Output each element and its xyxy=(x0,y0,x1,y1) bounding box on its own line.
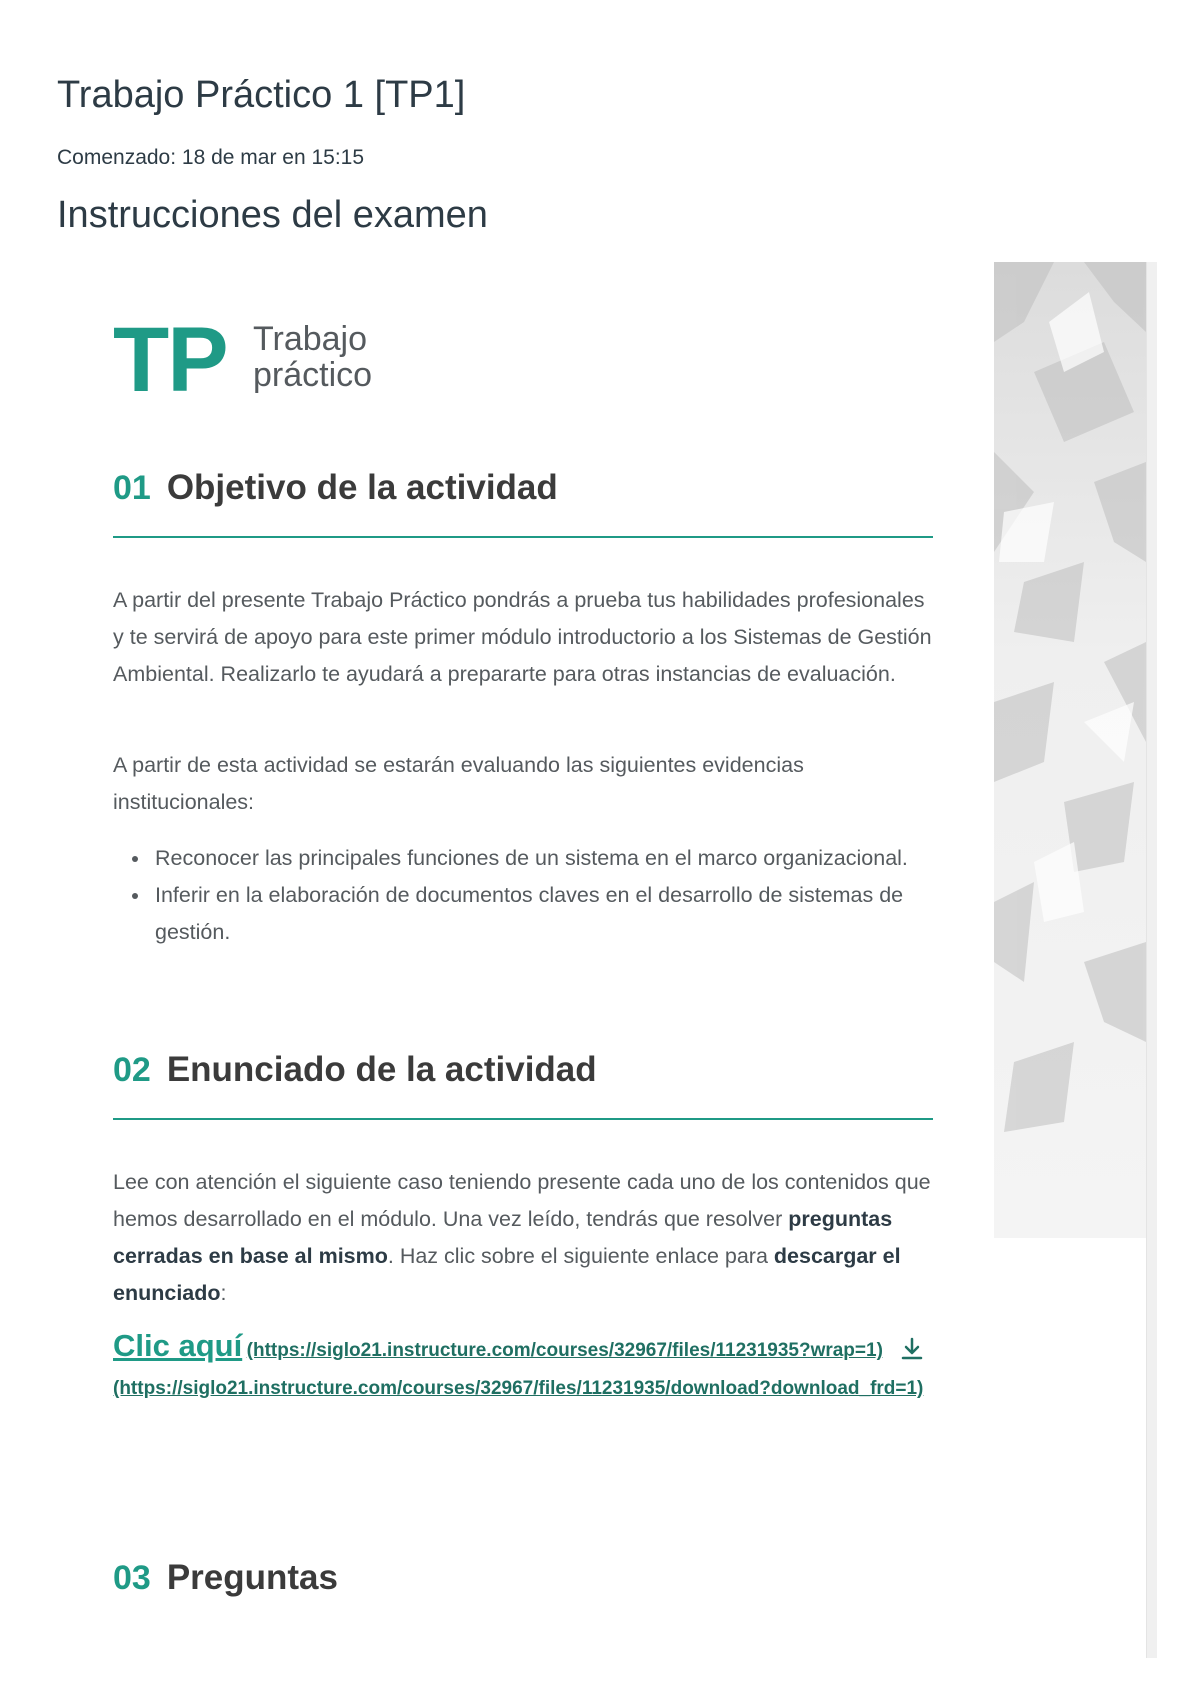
evidence-intro-paragraph: A partir de esta actividad se estarán evaluando las siguientes evidencias institucionales: xyxy=(113,753,804,814)
logo-line1: Trabajo xyxy=(253,320,368,358)
statement-text: : xyxy=(220,1281,227,1305)
section-heading-objective xyxy=(113,468,933,508)
logo-mark: TP xyxy=(113,309,227,411)
statement-text: Lee con atención el siguiente caso teniendo presente cada uno de los contenidos que hemos desarrollado en el módulo. Una vez leído, tendrás que resolver xyxy=(113,1170,931,1231)
logo-text xyxy=(253,321,372,393)
file-link-url[interactable]: (https://siglo21.instructure.com/courses/32967/files/11231935?wrap=1) xyxy=(246,1340,883,1361)
statement-text: . Haz clic sobre el siguiente enlace para xyxy=(387,1244,774,1268)
section-title: Enunciado de la actividad xyxy=(166,1050,597,1089)
evidence-list xyxy=(113,840,911,951)
started-timestamp: Comenzado: 18 de mar en 15:15 xyxy=(57,146,365,169)
section-divider xyxy=(113,536,933,538)
download-link-url[interactable]: (https://siglo21.instructure.com/courses/32967/files/11231935/download?download_frd=1) xyxy=(113,1378,924,1399)
scroll-track[interactable] xyxy=(1146,262,1157,1658)
decorative-side-image xyxy=(994,262,1146,1238)
objective-paragraph: A partir del presente Trabajo Práctico pondrás a prueba tus habilidades profesionales y te servirá de apoyo para este primer módulo introductorio a los Sistemas de Gestión Ambiental. Realizarlo te ayudará a prepararte para otras instancias de evaluación. xyxy=(113,588,932,686)
section-divider xyxy=(113,1118,933,1120)
statement-paragraph xyxy=(113,1164,933,1312)
list-item: • Reconocer las principales funciones de un sistema en el marco organizacional. xyxy=(151,840,911,877)
section-number: 03 xyxy=(113,1559,151,1597)
download-icon[interactable] xyxy=(899,1336,925,1367)
list-item: • Inferir en la elaboración de documentos claves en el desarrollo de sistemas de gestión. xyxy=(151,877,911,951)
statement-bold: descargar el enunciado xyxy=(113,1244,901,1305)
section-heading-questions xyxy=(113,1558,933,1598)
logo-line2: práctico xyxy=(253,356,373,394)
section-title: Objetivo de la actividad xyxy=(166,468,558,507)
section-heading-statement xyxy=(113,1050,933,1090)
download-links xyxy=(113,1328,933,1408)
architecture-pattern-icon xyxy=(994,262,1146,1238)
section-number: 01 xyxy=(113,469,151,507)
click-here-link[interactable]: Clic aquí xyxy=(113,1328,243,1363)
section-title: Preguntas xyxy=(166,1558,338,1597)
page-title: Trabajo Práctico 1 [TP1] xyxy=(57,74,466,116)
instructions-title: Instrucciones del examen xyxy=(57,194,488,236)
statement-bold: preguntas cerradas en base al mismo xyxy=(113,1207,893,1268)
section-number: 02 xyxy=(113,1051,151,1089)
